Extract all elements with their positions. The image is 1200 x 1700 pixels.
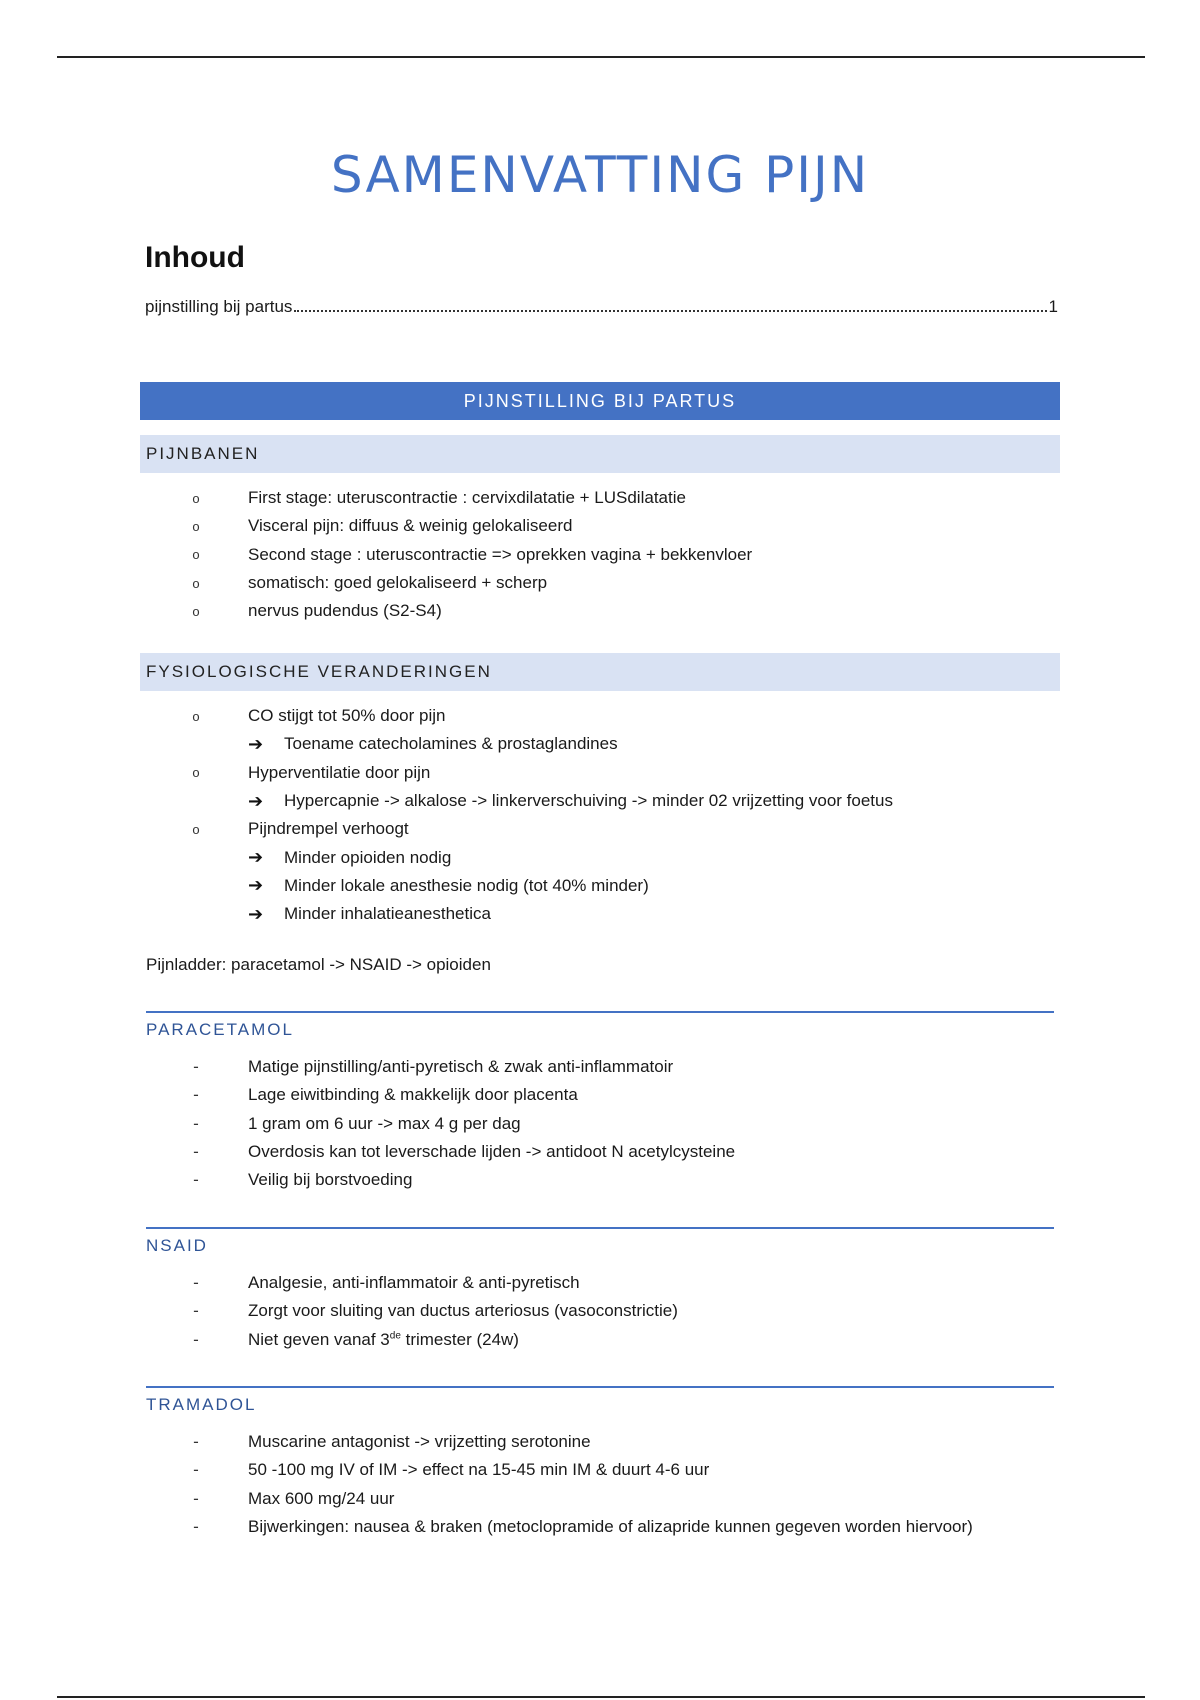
list-subitem: ➔ Minder lokale anesthesie nodig (tot 40% minder) [248, 875, 649, 896]
list-subitem: ➔ Toename catecholamines & prostaglandines [248, 733, 618, 754]
pijnbanen-list [180, 484, 752, 625]
toc-entry[interactable] [145, 295, 1058, 319]
list-item: o nervus pudendus (S2-S4) [180, 597, 752, 625]
arrow-right-icon: ➔ [248, 875, 264, 896]
subheading-tramadol: TRAMADOL [146, 1395, 257, 1414]
document-title: SAMENVATTING PIJN [330, 146, 870, 204]
bullet-circle-icon: o [192, 575, 200, 591]
subheading-paracetamol: PARACETAMOL [146, 1020, 294, 1039]
list-item: - Zorgt voor sluiting van ductus arteriosus (vasoconstrictie) [180, 1297, 678, 1325]
list-item: - Analgesie, anti-inflammatoir & anti-pyretisch [180, 1269, 678, 1297]
bullet-dash-icon: - [193, 1057, 199, 1077]
bullet-circle-icon: o [192, 765, 200, 781]
subheading-fysiologische-veranderingen: FYSIOLOGISCHE VERANDERINGEN [140, 653, 1060, 691]
list-item: o Second stage : uteruscontractie => oprekken vagina + bekkenvloer [180, 541, 752, 569]
subheading-nsaid: NSAID [146, 1236, 208, 1255]
list-item: - 50 -100 mg IV of IM -> effect na 15-45 min IM & duurt 4-6 uur [180, 1456, 973, 1484]
section-heading-pijnstilling: PIJNSTILLING BIJ PARTUS [140, 382, 1060, 420]
list-subitem: ➔ Hypercapnie -> alkalose -> linkerverschuiving -> minder 02 vrijzetting voor foetus [248, 790, 893, 811]
arrow-right-icon: ➔ [248, 847, 264, 868]
list-item: o CO stijgt tot 50% door pijn [180, 702, 893, 730]
list-item: - Bijwerkingen: nausea & braken (metoclopramide of alizapride kunnen gegeven worden hiervoor) [180, 1513, 973, 1541]
bullet-circle-icon: o [192, 603, 200, 619]
arrow-right-icon: ➔ [248, 903, 264, 924]
toc-entry-page: 1 [1048, 297, 1058, 316]
bullet-dash-icon: - [193, 1329, 199, 1349]
list-item: o First stage: uteruscontractie : cervixdilatatie + LUSdilatatie [180, 484, 752, 512]
bullet-circle-icon: o [192, 518, 200, 534]
arrow-right-icon: ➔ [248, 790, 264, 811]
list-item: o Hyperventilatie door pijn [180, 759, 893, 787]
bullet-dash-icon: - [193, 1460, 199, 1480]
list-subitem: ➔ Minder opioiden nodig [248, 847, 452, 868]
list-subitem: ➔ Minder inhalatieanesthetica [248, 903, 491, 924]
list-item: - Niet geven vanaf 3de trimester (24w) [180, 1326, 678, 1354]
list-item: o Visceral pijn: diffuus & weinig gelokaliseerd [180, 512, 752, 540]
bullet-dash-icon: - [193, 1432, 199, 1452]
list-item: - Matige pijnstilling/anti-pyretisch & zwak anti-inflammatoir [180, 1053, 735, 1081]
list-item: - Overdosis kan tot leverschade lijden -> antidoot N acetylcysteine [180, 1138, 735, 1166]
toc-entry-label: pijnstilling bij partus [145, 297, 293, 316]
bullet-dash-icon: - [193, 1488, 199, 1508]
bullet-dash-icon: - [193, 1113, 199, 1133]
bullet-circle-icon: o [192, 547, 200, 563]
page-bottom-rule [57, 1696, 1145, 1698]
list-item: - Veilig bij borstvoeding [180, 1166, 735, 1194]
list-item: - 1 gram om 6 uur -> max 4 g per dag [180, 1110, 735, 1138]
subheading-rule [146, 1171, 1054, 1229]
toc-heading: Inhoud [145, 241, 245, 274]
subheading-rule [146, 955, 1054, 1013]
list-item: o somatisch: goed gelokaliseerd + scherp [180, 569, 752, 597]
bullet-circle-icon: o [192, 708, 200, 724]
bullet-dash-icon: - [193, 1301, 199, 1321]
tramadol-list [180, 1428, 973, 1541]
bullet-circle-icon: o [192, 821, 200, 837]
toc-leader-dots [294, 310, 1046, 312]
list-item: o Pijndrempel verhoogt [180, 815, 893, 843]
arrow-right-icon: ➔ [248, 733, 264, 754]
subheading-rule [146, 1330, 1054, 1388]
list-item: - Max 600 mg/24 uur [180, 1485, 973, 1513]
pijnladder-text: Pijnladder: paracetamol -> NSAID -> opioiden [146, 955, 491, 974]
bullet-circle-icon: o [192, 490, 200, 506]
fysiologisch-list [180, 702, 893, 928]
bullet-dash-icon: - [193, 1517, 199, 1537]
bullet-dash-icon: - [193, 1142, 199, 1162]
list-item: - Lage eiwitbinding & makkelijk door placenta [180, 1081, 735, 1109]
bullet-dash-icon: - [193, 1273, 199, 1293]
list-item: - Muscarine antagonist -> vrijzetting serotonine [180, 1428, 973, 1456]
page-top-rule [57, 56, 1145, 58]
subheading-pijnbanen: PIJNBANEN [140, 435, 1060, 473]
bullet-dash-icon: - [193, 1170, 199, 1190]
bullet-dash-icon: - [193, 1085, 199, 1105]
